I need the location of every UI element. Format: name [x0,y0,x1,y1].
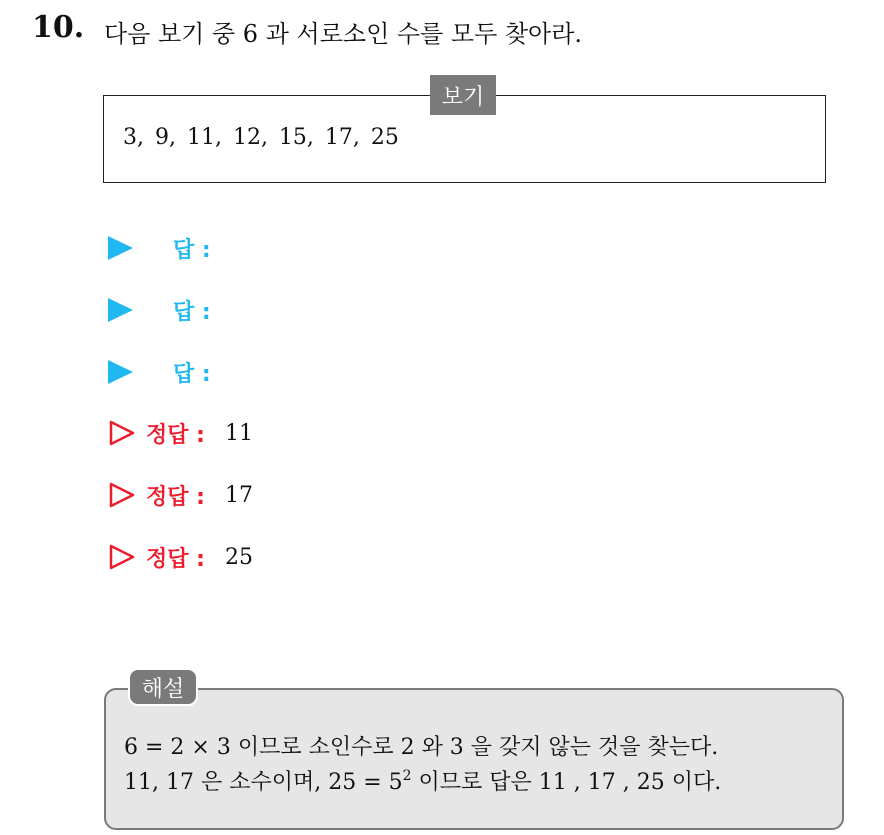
correct-answer-row [108,539,253,575]
solution-line-2-part-a: 11, 17 은 소수이며, 25 = 5 [124,770,403,795]
answer-row[interactable] [108,292,211,328]
solution-line-2 [124,765,721,796]
correct-answer-value: 25 [224,544,253,570]
correct-answer-value: 17 [224,482,253,508]
solution-exponent: 2 [402,768,412,784]
answer-label: 답 : [173,361,211,387]
correct-answer-label: 정답 : [146,484,205,510]
correct-answer-value: 11 [224,420,253,446]
question-text: 다음 보기 중 6 과 서로소인 수를 모두 찾아라. [104,20,583,48]
bogi-content: 3, 9, 11, 12, 15, 17, 25 [123,125,399,150]
correct-answer-row [108,477,253,513]
correct-answer-row [108,415,253,451]
outline-triangle-icon [108,481,136,509]
play-triangle-icon [108,360,133,384]
correct-answer-label: 정답 : [146,546,205,572]
play-triangle-icon [108,236,133,260]
question-number: 10. [32,10,85,45]
outline-triangle-icon [108,543,136,571]
play-triangle-icon [108,298,133,322]
answer-label: 답 : [173,237,211,263]
solution-line-2-part-b: 이므로 답은 11 , 17 , 25 이다. [411,770,722,795]
solution-label: 해설 [128,668,198,706]
solution-line-1: 6 = 2 × 3 이므로 소인수로 2 와 3 을 갖지 않는 것을 찾는다. [124,735,719,760]
answer-row[interactable] [108,354,211,390]
bogi-label: 보기 [430,75,496,115]
outline-triangle-icon [108,419,136,447]
correct-answer-label: 정답 : [146,422,205,448]
answer-row[interactable] [108,230,211,266]
answer-label: 답 : [173,299,211,325]
